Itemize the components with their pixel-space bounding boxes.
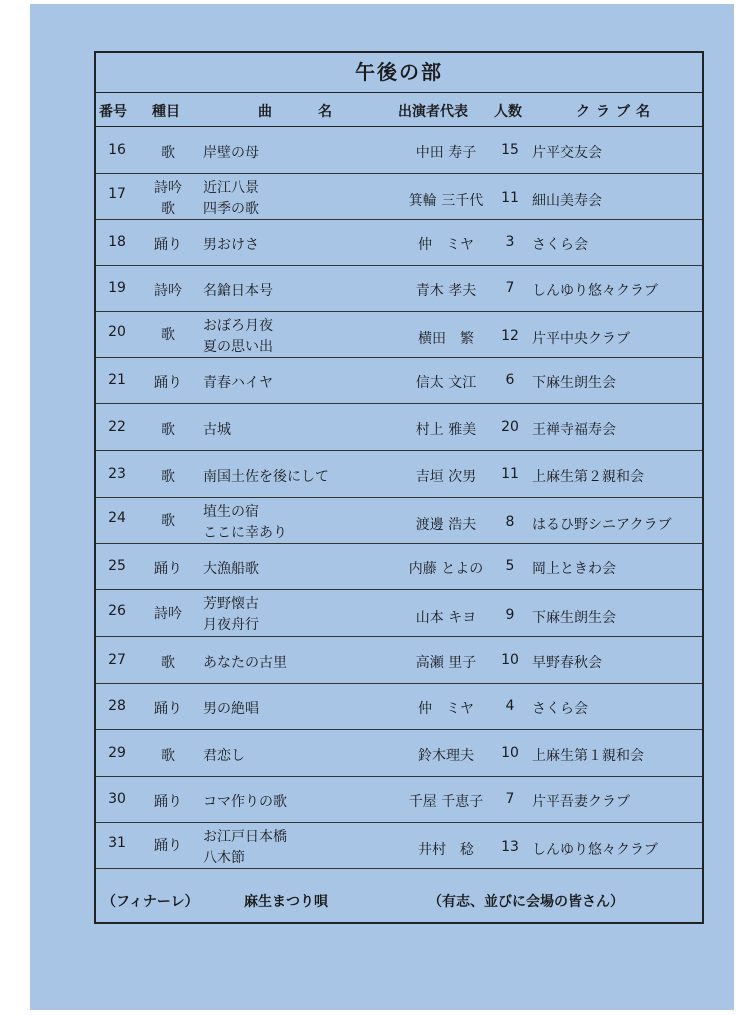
table-row: [96, 590, 702, 637]
row-song: お江戸日本橋: [203, 829, 287, 845]
row-count: 5: [505, 558, 515, 574]
row-count: 3: [505, 234, 515, 250]
row-club: しんゆり悠々クラブ: [532, 283, 658, 299]
row-performer: 吉垣 次男: [415, 469, 477, 485]
row-type: 歌: [161, 655, 175, 671]
header-count: 人数: [494, 104, 522, 120]
row-count: 9: [505, 607, 515, 623]
row-club: はるひ野シニアクラブ: [532, 517, 672, 533]
row-number: 16: [108, 142, 126, 158]
row-club: さくら会: [532, 237, 588, 253]
header-performer: 出演者代表: [398, 104, 468, 120]
row-club: 下麻生朗生会: [532, 375, 616, 391]
row-type: 踊り: [154, 701, 182, 717]
row-performer: 仲 ミヤ: [418, 237, 474, 253]
row-song: 近江八景: [203, 180, 259, 196]
row-club: さくら会: [532, 701, 588, 717]
row-song: 埴生の宿: [203, 504, 259, 520]
row-song: 月夜舟行: [203, 617, 259, 633]
row-performer: 箕輪 三千代: [408, 193, 484, 209]
table-row: [96, 174, 702, 220]
row-song: あなたの古里: [203, 655, 287, 671]
program-table: [94, 51, 704, 924]
table-row: [96, 684, 702, 730]
table-row: [96, 637, 702, 684]
row-type: 踊り: [154, 561, 182, 577]
finale-row: [96, 878, 702, 922]
row-song: コマ作りの歌: [203, 794, 287, 810]
row-song: 君恋し: [203, 748, 245, 764]
finale-label: （フィナーレ）: [102, 894, 199, 910]
row-type: 詩吟: [154, 283, 182, 299]
header-club: クラブ名: [576, 104, 656, 120]
table-row: [96, 823, 702, 869]
row-type: 歌: [161, 513, 175, 529]
row-number: 19: [108, 280, 126, 296]
row-type: 歌: [161, 327, 175, 343]
row-count: 20: [501, 419, 519, 435]
row-club: 片平交友会: [532, 145, 602, 161]
row-song: 四季の歌: [203, 201, 259, 217]
table-row: [96, 220, 702, 266]
row-song: 芳野懐古: [203, 596, 259, 612]
row-count: 15: [501, 142, 519, 158]
row-number: 17: [108, 186, 126, 202]
row-club: 下麻生朗生会: [532, 610, 616, 626]
row-song: おぼろ月夜: [203, 318, 273, 334]
table-row: [96, 498, 702, 544]
row-song: ここに幸あり: [203, 525, 287, 541]
row-club: 片平中央クラブ: [532, 331, 630, 347]
row-number: 30: [108, 791, 126, 807]
row-performer: 内藤 とよの: [408, 561, 484, 577]
row-count: 6: [505, 372, 515, 388]
table-header: [96, 93, 702, 127]
row-club: 片平吾妻クラブ: [532, 794, 630, 810]
finale-note: （有志、並びに会場の皆さん）: [428, 894, 624, 910]
row-club: 上麻生第１親和会: [532, 748, 644, 764]
row-performer: 鈴木理夫: [418, 748, 474, 764]
row-performer: 横田 繁: [418, 331, 474, 347]
row-club: しんゆり悠々クラブ: [532, 842, 658, 858]
row-performer: 仲 ミヤ: [418, 701, 474, 717]
table-row: [96, 544, 702, 590]
row-count: 7: [505, 791, 515, 807]
row-performer: 渡邊 浩夫: [415, 517, 477, 533]
row-type: 踊り: [154, 794, 182, 810]
row-club: 王禅寺福寿会: [532, 422, 616, 438]
row-club: 細山美寿会: [532, 193, 602, 209]
table-row: [96, 358, 702, 404]
row-type: 詩吟: [154, 606, 182, 622]
row-number: 22: [108, 419, 126, 435]
header-song: 曲 名: [258, 104, 333, 120]
table-row: [96, 730, 702, 777]
row-number: 20: [108, 324, 126, 340]
row-number: 24: [108, 510, 126, 526]
table-row: [96, 451, 702, 498]
row-performer: 千屋 千恵子: [408, 794, 484, 810]
row-performer: 中田 寿子: [415, 145, 477, 161]
header-type: 種目: [152, 104, 180, 120]
row-type: 歌: [161, 469, 175, 485]
row-performer: 信太 文江: [415, 375, 477, 391]
row-song: 男おけさ: [203, 237, 259, 253]
row-song: 岸壁の母: [203, 145, 259, 161]
row-song: 大漁船歌: [203, 561, 259, 577]
row-number: 27: [108, 652, 126, 668]
row-count: 8: [505, 514, 515, 530]
table-row: [96, 777, 702, 823]
row-song: 青春ハイヤ: [203, 375, 273, 391]
row-club: 岡上ときわ会: [532, 561, 616, 577]
table-row: [96, 404, 702, 451]
row-performer: 井村 稔: [418, 842, 474, 858]
finale-song: 麻生まつり唄: [244, 894, 328, 910]
row-type: 踊り: [154, 838, 182, 854]
row-type: 歌: [161, 201, 175, 217]
row-type: 詩吟: [154, 180, 182, 196]
row-count: 10: [501, 652, 519, 668]
row-performer: 山本 キヨ: [415, 610, 477, 626]
row-song: 南国土佐を後にして: [203, 469, 329, 485]
row-number: 28: [108, 698, 126, 714]
row-club: 上麻生第２親和会: [532, 469, 644, 485]
header-num: 番号: [99, 104, 127, 120]
row-count: 13: [501, 839, 519, 855]
row-song: 夏の思い出: [203, 339, 273, 355]
row-song: 古城: [203, 422, 231, 438]
row-type: 歌: [161, 748, 175, 764]
paper-sheet: [30, 4, 734, 1010]
table-row: [96, 127, 702, 174]
row-count: 4: [505, 698, 515, 714]
row-count: 12: [501, 328, 519, 344]
row-club: 早野春秋会: [532, 655, 602, 671]
row-performer: 高瀬 里子: [415, 655, 477, 671]
row-song: 名鎗日本号: [203, 283, 273, 299]
row-type: 踊り: [154, 375, 182, 391]
row-number: 26: [108, 603, 126, 619]
row-count: 11: [501, 466, 519, 482]
row-number: 25: [108, 558, 126, 574]
row-performer: 青木 孝夫: [415, 283, 477, 299]
table-row: [96, 312, 702, 358]
page-title: 午後の部: [96, 53, 702, 93]
row-type: 踊り: [154, 237, 182, 253]
row-song: 男の絶唱: [203, 701, 259, 717]
row-count: 11: [501, 190, 519, 206]
row-number: 29: [108, 745, 126, 761]
row-type: 歌: [161, 145, 175, 161]
row-number: 23: [108, 466, 126, 482]
row-number: 31: [108, 835, 126, 851]
row-number: 21: [108, 372, 126, 388]
row-song: 八木節: [203, 850, 245, 866]
table-row: [96, 266, 702, 312]
row-type: 歌: [161, 422, 175, 438]
row-count: 10: [501, 745, 519, 761]
row-count: 7: [505, 280, 515, 296]
row-performer: 村上 雅美: [415, 422, 477, 438]
row-number: 18: [108, 234, 126, 250]
